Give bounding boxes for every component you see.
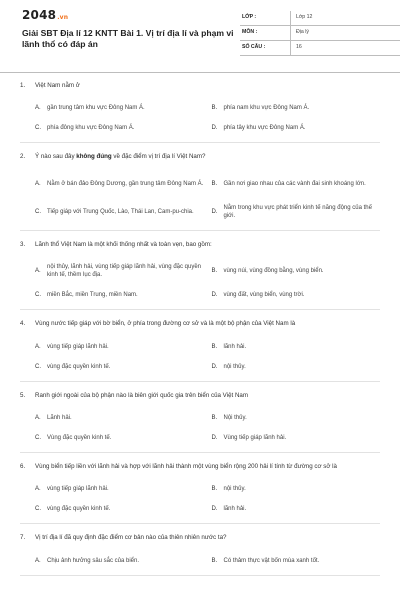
answer-option[interactable] bbox=[212, 257, 381, 285]
option-letter: B. bbox=[211, 343, 218, 350]
meta-separator bbox=[290, 26, 291, 40]
option-text: Chịu ảnh hưởng sâu sắc của biển. bbox=[47, 557, 140, 564]
question-list bbox=[0, 82, 400, 586]
question-divider bbox=[20, 575, 380, 576]
question-number: 1. bbox=[20, 82, 26, 89]
answer-options bbox=[20, 98, 380, 138]
option-text: Vùng tiếp giáp lãnh hải. bbox=[223, 435, 287, 442]
answer-option[interactable] bbox=[212, 170, 381, 198]
answer-option[interactable] bbox=[35, 118, 204, 138]
answer-option[interactable] bbox=[212, 285, 381, 305]
question-stem-text: Ý nào sau đây bbox=[35, 153, 77, 161]
document-header bbox=[14, 0, 386, 70]
meta-row-class bbox=[240, 11, 400, 26]
answer-options bbox=[20, 257, 380, 305]
option-text: Nằm trong khu vực phát triển kinh tế năng động của thế giới. bbox=[223, 204, 372, 219]
option-letter: D. bbox=[211, 506, 218, 513]
question-text bbox=[20, 534, 380, 542]
option-letter: A. bbox=[35, 105, 41, 112]
answer-option[interactable] bbox=[212, 198, 381, 226]
option-text: Tiếp giáp với Trung Quốc, Lào, Thái Lan, Cam-pu-chia. bbox=[47, 208, 194, 215]
meta-row-subject bbox=[240, 26, 400, 41]
answer-option[interactable] bbox=[35, 170, 204, 198]
option-text: nội thủy, lãnh hải, vùng tiếp giáp lãnh hải, vùng đặc quyền kinh tế, thềm lục địa. bbox=[47, 264, 202, 279]
question-stem-text: Vùng biển tiếp liền với lãnh hải và hợp với lãnh hải thành một vùng biển rộng 200 hải lí tính từ đường cơ sở là bbox=[35, 463, 337, 471]
question-text bbox=[20, 82, 380, 90]
option-text: vùng đặc quyền kinh tế. bbox=[47, 363, 111, 370]
document-meta-table bbox=[240, 11, 400, 56]
option-letter: B. bbox=[211, 180, 218, 187]
option-text: Nội thủy. bbox=[223, 415, 247, 422]
question-stem-text: Việt Nam nằm ở bbox=[35, 82, 80, 89]
option-letter: B. bbox=[211, 486, 218, 493]
option-letter: A. bbox=[35, 180, 41, 187]
answer-option[interactable] bbox=[35, 499, 204, 519]
question-stem bbox=[35, 153, 380, 161]
answer-option[interactable] bbox=[35, 337, 204, 357]
site-logo[interactable] bbox=[22, 8, 68, 22]
question-number: 3. bbox=[20, 240, 26, 248]
answer-option[interactable] bbox=[212, 499, 381, 519]
answer-option[interactable] bbox=[35, 257, 204, 285]
question-item bbox=[20, 241, 380, 310]
question-text bbox=[20, 463, 380, 471]
meta-separator bbox=[290, 11, 291, 25]
question-divider bbox=[20, 142, 380, 143]
question-stem-text: Vùng nước tiếp giáp với bờ biển, ở phía trong đường cơ sở và là một bộ phận của Việt Nam là bbox=[35, 320, 296, 328]
option-text: phía tây khu vực Đông Nam Á. bbox=[223, 125, 306, 132]
question-text bbox=[20, 320, 380, 328]
option-letter: C. bbox=[35, 435, 41, 442]
option-letter: C. bbox=[35, 506, 41, 513]
question-item bbox=[20, 153, 380, 230]
answer-option[interactable] bbox=[212, 428, 381, 448]
answer-option[interactable] bbox=[35, 428, 204, 448]
meta-key: SỐ CÂU : bbox=[242, 44, 266, 50]
question-stem-emphasis: không đúng bbox=[76, 153, 112, 161]
option-text: phía đông khu vực Đông Nam Á. bbox=[47, 125, 135, 132]
option-text: lãnh hải. bbox=[223, 343, 247, 350]
option-letter: A. bbox=[35, 415, 41, 422]
option-text: Gần nơi giao nhau của các vành đai sinh khoáng lớn. bbox=[223, 180, 366, 187]
meta-value: 16 bbox=[296, 44, 302, 50]
question-stem bbox=[35, 82, 380, 90]
option-text: Lãnh hải. bbox=[47, 415, 72, 422]
meta-key: LỚP : bbox=[242, 14, 257, 20]
option-text: phía nam khu vực Đông Nam Á. bbox=[223, 105, 310, 112]
option-letter: B. bbox=[211, 105, 218, 112]
answer-option[interactable] bbox=[35, 408, 204, 428]
option-text: lãnh hải. bbox=[223, 506, 247, 513]
meta-separator bbox=[290, 41, 291, 55]
question-item bbox=[20, 82, 380, 143]
option-letter: A. bbox=[35, 343, 41, 350]
answer-option[interactable] bbox=[212, 98, 381, 118]
question-stem bbox=[35, 241, 380, 249]
question-divider bbox=[20, 381, 380, 382]
question-number: 7. bbox=[20, 534, 26, 542]
question-item bbox=[20, 463, 380, 524]
option-letter: C. bbox=[35, 363, 41, 370]
question-text bbox=[20, 241, 380, 249]
question-text bbox=[20, 153, 380, 161]
question-item bbox=[20, 320, 380, 381]
option-letter: A. bbox=[35, 486, 41, 493]
option-letter: C. bbox=[35, 125, 41, 132]
answer-options bbox=[20, 337, 380, 377]
question-number: 4. bbox=[20, 320, 26, 328]
meta-key: MÔN : bbox=[242, 29, 258, 35]
question-stem-text: Lãnh thổ Việt Nam là một khối thống nhất và toàn vẹn, bao gồm: bbox=[35, 240, 212, 248]
answer-options bbox=[20, 170, 380, 226]
answer-option[interactable] bbox=[212, 118, 381, 138]
option-letter: C. bbox=[35, 292, 41, 299]
answer-option[interactable] bbox=[35, 357, 204, 377]
option-text: nội thủy. bbox=[223, 486, 246, 493]
option-letter: A. bbox=[35, 268, 41, 275]
option-text: gần trung tâm khu vực Đông Nam Á. bbox=[47, 105, 145, 112]
question-stem bbox=[35, 463, 380, 471]
option-letter: D. bbox=[211, 125, 218, 132]
option-text: vùng tiếp giáp lãnh hải. bbox=[47, 486, 109, 493]
option-letter: B. bbox=[211, 268, 218, 275]
option-text: Vùng đặc quyền kinh tế. bbox=[47, 435, 112, 442]
answer-option[interactable] bbox=[35, 285, 204, 305]
answer-option[interactable] bbox=[212, 479, 381, 499]
option-letter: D. bbox=[211, 292, 218, 299]
option-text: vùng núi, vùng đồng bằng, vùng biển. bbox=[223, 268, 324, 275]
question-stem bbox=[35, 392, 380, 400]
option-text: nội thủy. bbox=[223, 363, 246, 370]
question-stem bbox=[35, 534, 380, 542]
meta-value: Lớp 12 bbox=[296, 14, 313, 20]
question-divider bbox=[20, 452, 380, 453]
question-number: 2. bbox=[20, 153, 26, 161]
meta-value: Địa lý bbox=[296, 29, 309, 35]
answer-options bbox=[20, 479, 380, 519]
option-letter: A. bbox=[35, 557, 41, 564]
logo-tld: .vn bbox=[57, 14, 69, 21]
question-stem-text: Vị trí địa lí đã quy định đặc điểm cơ bản nào của thiên nhiên nước ta? bbox=[35, 534, 227, 542]
meta-row-count bbox=[240, 41, 400, 56]
option-text: Có thảm thực vật bốn mùa xanh tốt. bbox=[223, 557, 320, 564]
answer-option[interactable] bbox=[35, 198, 204, 226]
option-text: Nằm ở bán đảo Đông Dương, gần trung tâm Đông Nam Á. bbox=[47, 180, 204, 187]
question-item bbox=[20, 392, 380, 453]
document-title: Giải SBT Địa lí 12 KNTT Bài 1. Vị trí địa lí và phạm vi lãnh thổ có đáp án bbox=[22, 28, 234, 49]
option-text: vùng đặc quyền kinh tế. bbox=[47, 506, 111, 513]
question-item bbox=[20, 534, 380, 575]
question-divider bbox=[20, 309, 380, 310]
option-text: vùng đất, vùng biển, vùng trời. bbox=[223, 292, 305, 299]
answer-option[interactable] bbox=[212, 408, 381, 428]
option-letter: B. bbox=[211, 557, 218, 564]
option-letter: D. bbox=[211, 435, 218, 442]
answer-option[interactable] bbox=[212, 551, 381, 571]
answer-options bbox=[20, 408, 380, 448]
option-text: vùng tiếp giáp lãnh hải. bbox=[47, 343, 109, 350]
question-divider bbox=[20, 523, 380, 524]
question-stem-text: Ranh giới ngoài của bộ phận nào là biên giới quốc gia trên biển của Việt Nam bbox=[35, 391, 249, 399]
answer-option[interactable] bbox=[35, 551, 204, 571]
option-letter: C. bbox=[35, 208, 41, 215]
question-number: 5. bbox=[20, 391, 26, 399]
option-letter: D. bbox=[211, 208, 218, 215]
option-letter: B. bbox=[211, 415, 218, 422]
header-divider bbox=[0, 72, 400, 73]
option-text: miền Bắc, miền Trung, miền Nam. bbox=[47, 292, 138, 299]
question-number: 6. bbox=[20, 463, 26, 471]
answer-option[interactable] bbox=[212, 357, 381, 377]
answer-option[interactable] bbox=[35, 98, 204, 118]
question-text bbox=[20, 392, 380, 400]
option-letter: D. bbox=[211, 363, 218, 370]
answer-option[interactable] bbox=[35, 479, 204, 499]
answer-options bbox=[20, 551, 380, 571]
answer-option[interactable] bbox=[212, 337, 381, 357]
logo-text: 2048 bbox=[22, 8, 57, 22]
question-divider bbox=[20, 230, 380, 231]
question-stem bbox=[35, 320, 380, 328]
question-stem-text: về đặc điểm vị trí địa lí Việt Nam? bbox=[111, 153, 206, 161]
